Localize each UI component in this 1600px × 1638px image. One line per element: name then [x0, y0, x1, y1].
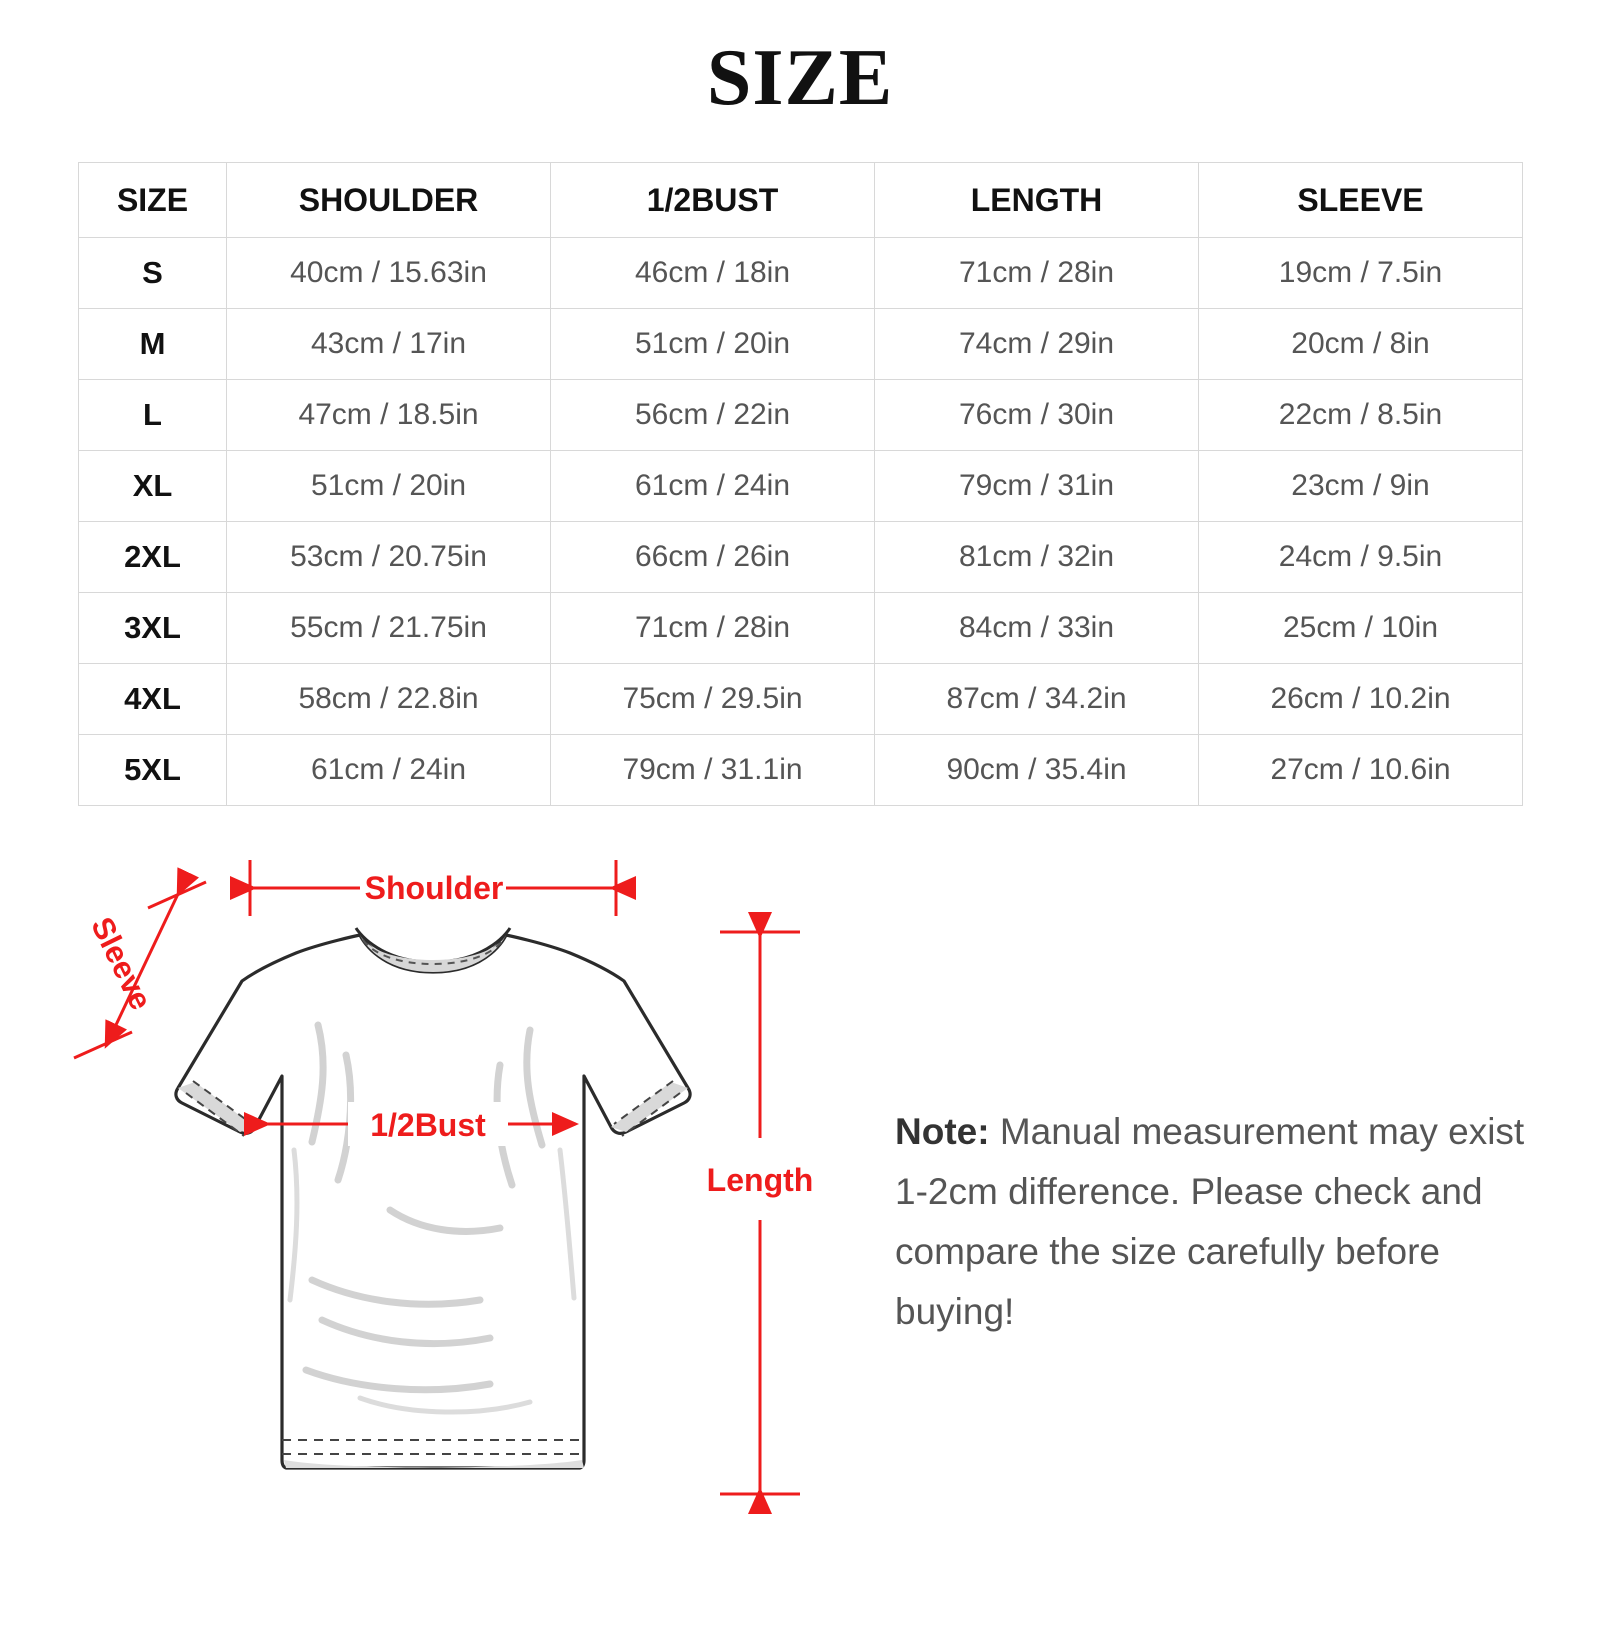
cell-sleeve: 25cm / 10in: [1199, 593, 1523, 664]
page-title: SIZE: [706, 34, 894, 122]
table-row: [79, 664, 1523, 735]
table-row: [79, 593, 1523, 664]
cell-sleeve: 24cm / 9.5in: [1199, 522, 1523, 593]
table-header-row: [79, 163, 1523, 238]
cell-sleeve: 20cm / 8in: [1199, 309, 1523, 380]
tshirt-measurement-diagram: [60, 850, 880, 1570]
cell-sleeve: 23cm / 9in: [1199, 451, 1523, 522]
cell-size: 2XL: [79, 522, 227, 593]
column-header-shoulder: SHOULDER: [227, 163, 551, 238]
table-row: [79, 735, 1523, 806]
cell-length: 87cm / 34.2in: [875, 664, 1199, 735]
cell-size: L: [79, 380, 227, 451]
cell-bust: 46cm / 18in: [551, 238, 875, 309]
cell-length: 71cm / 28in: [875, 238, 1199, 309]
cell-shoulder: 43cm / 17in: [227, 309, 551, 380]
cell-bust: 66cm / 26in: [551, 522, 875, 593]
cell-size: 4XL: [79, 664, 227, 735]
cell-bust: 75cm / 29.5in: [551, 664, 875, 735]
length-dimension: [707, 932, 814, 1494]
cell-bust: 71cm / 28in: [551, 593, 875, 664]
cell-length: 84cm / 33in: [875, 593, 1199, 664]
cell-length: 79cm / 31in: [875, 451, 1199, 522]
cell-sleeve: 19cm / 7.5in: [1199, 238, 1523, 309]
shoulder-dimension: [250, 860, 616, 916]
table-row: [79, 380, 1523, 451]
half-bust-label: 1/2Bust: [370, 1107, 486, 1143]
cell-size: XL: [79, 451, 227, 522]
cell-shoulder: 53cm / 20.75in: [227, 522, 551, 593]
shoulder-label: Shoulder: [364, 870, 504, 906]
cell-length: 81cm / 32in: [875, 522, 1199, 593]
sleeve-label: Sleeve: [84, 911, 159, 1016]
cell-length: 76cm / 30in: [875, 380, 1199, 451]
cell-shoulder: 55cm / 21.75in: [227, 593, 551, 664]
column-header-size: SIZE: [79, 163, 227, 238]
note-body: Manual measurement may exist 1-2cm difference. Please check and compare the size carefully before buying!: [895, 1111, 1525, 1332]
cell-bust: 79cm / 31.1in: [551, 735, 875, 806]
cell-bust: 56cm / 22in: [551, 380, 875, 451]
length-label: Length: [706, 1162, 814, 1198]
table-row: [79, 451, 1523, 522]
measurement-section: [0, 840, 1600, 1580]
column-header-bust: 1/2BUST: [551, 163, 875, 238]
cell-size: S: [79, 238, 227, 309]
cell-length: 74cm / 29in: [875, 309, 1199, 380]
table-row: [79, 522, 1523, 593]
cell-shoulder: 51cm / 20in: [227, 451, 551, 522]
cell-size: 5XL: [79, 735, 227, 806]
cell-bust: 61cm / 24in: [551, 451, 875, 522]
note-text: [895, 1102, 1535, 1342]
column-header-sleeve: SLEEVE: [1199, 163, 1523, 238]
cell-sleeve: 22cm / 8.5in: [1199, 380, 1523, 451]
cell-bust: 51cm / 20in: [551, 309, 875, 380]
sleeve-dimension: [74, 882, 206, 1058]
cell-shoulder: 40cm / 15.63in: [227, 238, 551, 309]
column-header-length: LENGTH: [875, 163, 1199, 238]
cell-shoulder: 61cm / 24in: [227, 735, 551, 806]
cell-size: 3XL: [79, 593, 227, 664]
cell-shoulder: 58cm / 22.8in: [227, 664, 551, 735]
cell-shoulder: 47cm / 18.5in: [227, 380, 551, 451]
cell-size: M: [79, 309, 227, 380]
cell-length: 90cm / 35.4in: [875, 735, 1199, 806]
table-row: [79, 309, 1523, 380]
cell-sleeve: 27cm / 10.6in: [1199, 735, 1523, 806]
size-chart-table: [78, 162, 1523, 806]
tshirt-illustration: [176, 928, 690, 1468]
cell-sleeve: 26cm / 10.2in: [1199, 664, 1523, 735]
table-row: [79, 238, 1523, 309]
note-label: Note:: [895, 1111, 990, 1152]
size-table-container: [78, 162, 1522, 806]
